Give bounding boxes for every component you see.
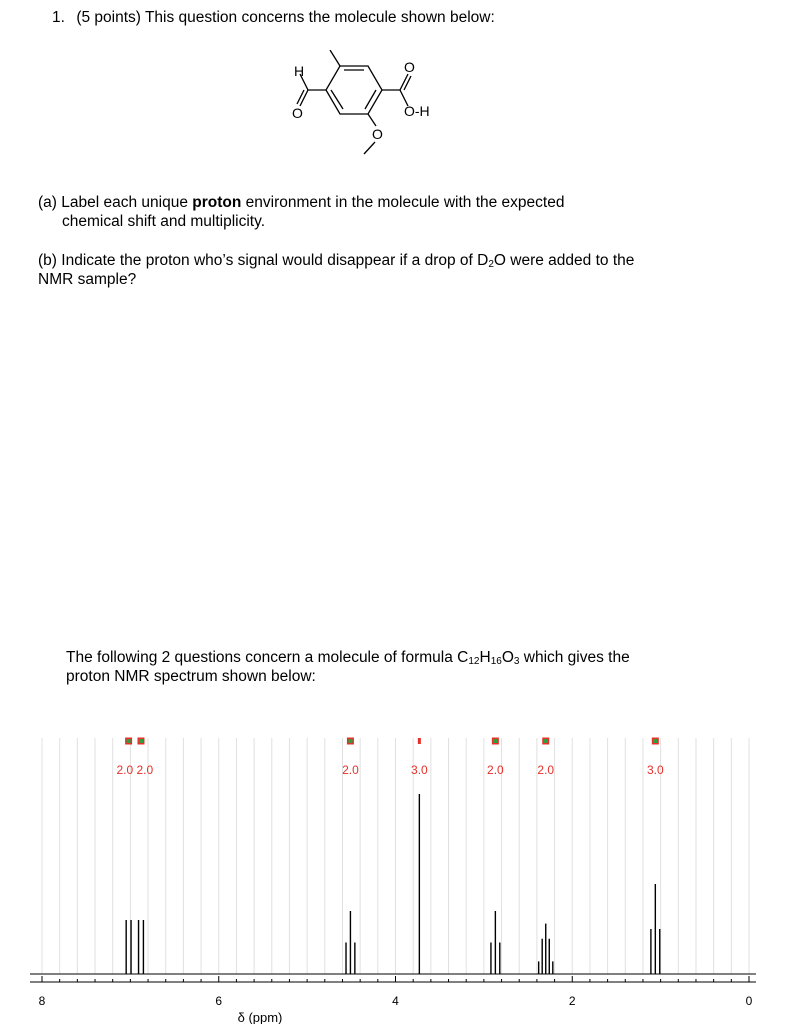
followup-line2: proton NMR spectrum shown below: bbox=[66, 668, 316, 685]
carbonyl-o-label: O bbox=[404, 59, 415, 75]
molecule-structure bbox=[272, 50, 472, 160]
followup-text bbox=[66, 648, 630, 686]
integration-label: 2.0 bbox=[342, 763, 359, 777]
integration-label: 3.0 bbox=[646, 763, 664, 777]
integration-marker-inner bbox=[139, 739, 143, 743]
integration-label: 2.0 bbox=[537, 763, 555, 777]
part-a-line2: chemical shift and multiplicity. bbox=[62, 213, 266, 230]
x-axis bbox=[30, 974, 756, 1008]
question-points: (5 points) bbox=[76, 9, 141, 26]
nmr-spectrum bbox=[0, 730, 787, 1024]
formula-h: H bbox=[479, 649, 491, 666]
integration-marker-inner bbox=[348, 739, 352, 743]
integration-label: 2.0 2.0 bbox=[116, 763, 154, 777]
part-a bbox=[38, 193, 564, 231]
axis-tick-label: 6 bbox=[215, 994, 223, 1008]
hydroxyl-oh-label: O-H bbox=[404, 103, 430, 119]
part-b-subscript: 2 bbox=[488, 259, 494, 270]
part-b-text-after: O were added to the bbox=[493, 252, 635, 269]
formula-sub-o: 3 bbox=[513, 656, 520, 667]
part-a-emphasis: proton bbox=[192, 194, 242, 211]
aldehyde-h-label: H bbox=[294, 63, 305, 79]
integration-markers bbox=[125, 738, 659, 745]
aldehyde-o-label: O bbox=[292, 105, 303, 121]
part-b bbox=[38, 251, 634, 289]
question-prompt: This question concerns the molecule shown below: bbox=[144, 9, 495, 26]
part-a-label: (a) bbox=[38, 194, 57, 211]
x-axis-label: δ (ppm) bbox=[237, 1010, 283, 1024]
followup-text-before: The following 2 questions concern a molecule of formula C bbox=[66, 649, 469, 666]
spectrum-peaks bbox=[126, 794, 660, 974]
integration-marker bbox=[418, 738, 421, 744]
question-number: 1. bbox=[52, 9, 65, 26]
integration-label: 3.0 bbox=[411, 763, 428, 777]
integration-labels bbox=[116, 763, 664, 777]
integration-label: 2.0 bbox=[487, 763, 504, 777]
integration-marker-inner bbox=[127, 739, 131, 743]
axis-tick-label: 8 bbox=[38, 994, 46, 1008]
part-b-line2: NMR sample? bbox=[38, 271, 137, 288]
part-a-text-before: Label each unique bbox=[61, 194, 188, 211]
part-b-label: (b) bbox=[38, 252, 57, 269]
formula-sub-h: 16 bbox=[490, 656, 502, 667]
axis-tick-label: 2 bbox=[568, 994, 576, 1008]
followup-text-after: which gives the bbox=[523, 649, 630, 666]
integration-marker-inner bbox=[653, 739, 657, 743]
integration-marker-inner bbox=[493, 739, 497, 743]
integration-marker-inner bbox=[544, 739, 548, 743]
axis-tick-label: 4 bbox=[392, 994, 399, 1008]
axis-tick-label: 0 bbox=[745, 994, 753, 1008]
part-a-text-after: environment in the molecule with the expected bbox=[245, 194, 565, 211]
question-header bbox=[52, 8, 495, 27]
formula-sub-c: 12 bbox=[468, 656, 480, 667]
formula-o: O bbox=[501, 649, 514, 666]
part-b-text-before: Indicate the proton who’s signal would disappear if a drop of D bbox=[61, 252, 489, 269]
methoxy-o-label: O bbox=[372, 126, 383, 142]
